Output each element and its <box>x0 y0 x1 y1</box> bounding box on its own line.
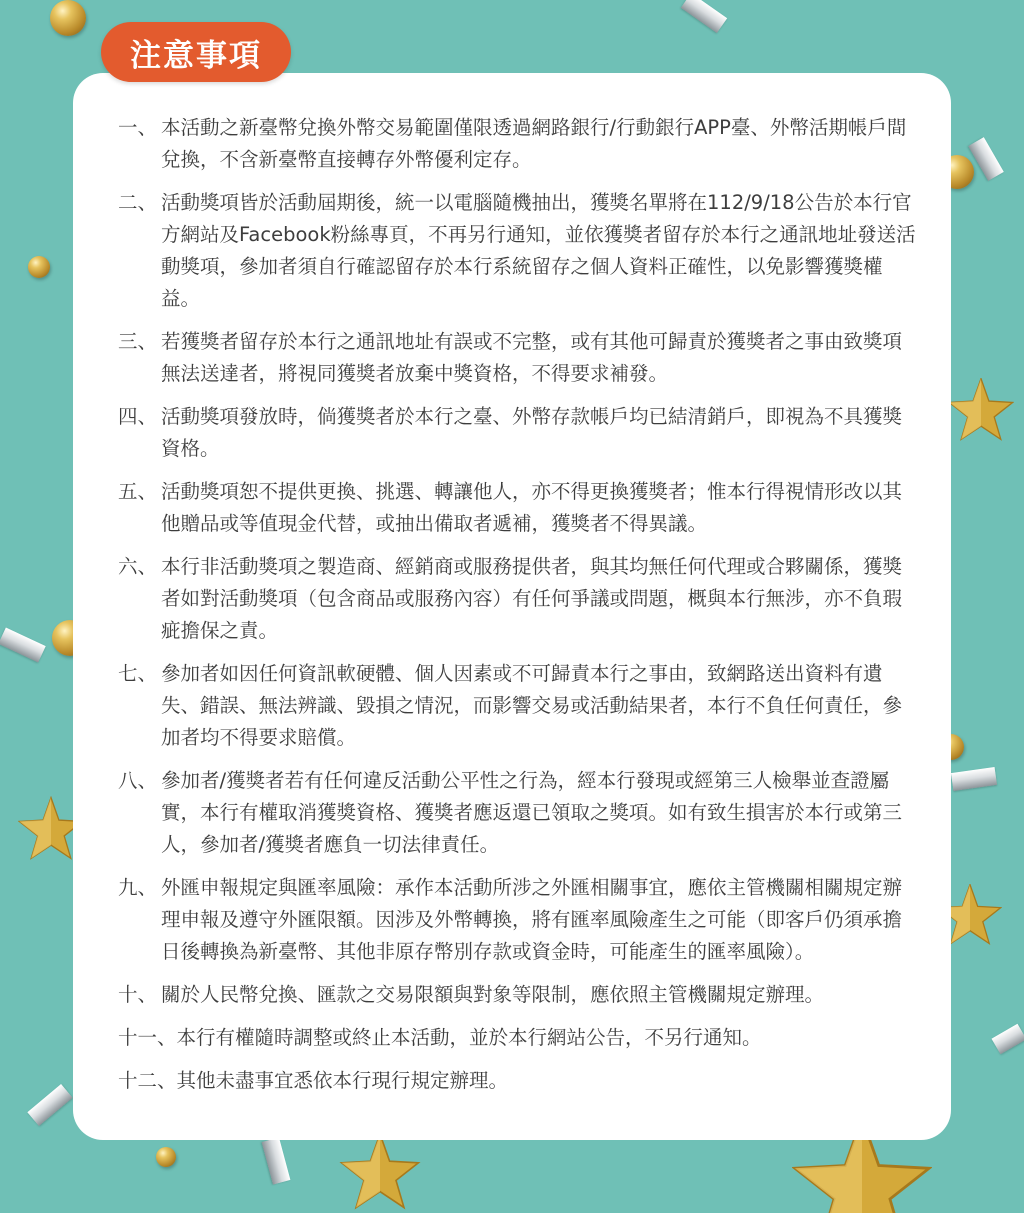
item-number: 七、 <box>118 662 158 685</box>
gold-star-icon <box>948 378 1014 442</box>
list-item <box>118 112 918 176</box>
item-text: 若獲獎者留存於本行之通訊地址有誤或不完整，或有其他可歸責於獲獎者之事由致獎項無法送達者，將視同獲獎者放棄中獎資格，不得要求補發。 <box>161 330 903 385</box>
item-text: 本行非活動獎項之製造商、經銷商或服務提供者，與其均無任何代理或合夥關係，獲獎者如對活動獎項（包含商品或服務內容）有任何爭議或問題，概與本行無涉，亦不負瑕疵擔保之責。 <box>161 555 903 642</box>
item-number: 六、 <box>118 555 158 578</box>
item-number: 十二、 <box>118 1069 177 1092</box>
list-item <box>118 1022 918 1054</box>
item-text: 活動獎項發放時，倘獲獎者於本行之臺、外幣存款帳戶均已結清銷戶，即視為不具獲獎資格。 <box>161 405 903 460</box>
list-item <box>118 979 918 1011</box>
silver-ribbon <box>27 1084 72 1126</box>
gold-ornament-ball <box>28 256 50 278</box>
list-item <box>118 476 918 540</box>
item-number: 二、 <box>118 191 158 214</box>
list-item <box>118 326 918 390</box>
silver-ribbon <box>0 628 46 663</box>
item-number: 八、 <box>118 769 158 792</box>
item-text: 參加者/獲獎者若有任何違反活動公平性之行為，經本行發現或經第三人檢舉並查證屬實，本行有權取消獲獎資格、獲獎者應返還已領取之獎項。如有致生損害於本行或第三人，參加者/獲獎者應負一切法律責任。 <box>161 769 903 856</box>
page-title: 注意事項 <box>101 22 291 82</box>
item-number: 一、 <box>118 116 158 139</box>
item-text: 本活動之新臺幣兌換外幣交易範圍僅限透過網路銀行/行動銀行APP臺、外幣活期帳戶間兌換，不含新臺幣直接轉存外幣優利定存。 <box>161 116 907 171</box>
silver-ribbon <box>681 0 727 33</box>
notice-list <box>118 112 918 1108</box>
item-number: 九、 <box>118 876 158 899</box>
item-number: 五、 <box>118 480 158 503</box>
silver-ribbon <box>992 1024 1024 1055</box>
item-text: 活動獎項恕不提供更換、挑選、轉讓他人，亦不得更換獲獎者；惟本行得視情形改以其他贈品或等值現金代替，或抽出備取者遞補，獲獎者不得異議。 <box>161 480 903 535</box>
item-number: 十、 <box>118 983 158 1006</box>
item-text: 活動獎項皆於活動屆期後，統一以電腦隨機抽出，獲獎名單將在112/9/18公告於本行官方網站及Facebook粉絲專頁，不再另行通知，並依獲獎者留存於本行之通訊地址發送活動獎項，參加者須自行確認留存於本行系統留存之個人資料正確性，以免影響獲獎權益。 <box>161 191 916 310</box>
list-item <box>118 1065 918 1097</box>
item-text: 外匯申報規定與匯率風險：承作本活動所涉之外匯相關事宜，應依主管機關相關規定辦理申報及遵守外匯限額。因涉及外幣轉換，將有匯率風險產生之可能（即客戶仍須承擔日後轉換為新臺幣、其他非原存幣別存款或資金時，可能產生的匯率風險）。 <box>161 876 903 963</box>
item-number: 三、 <box>118 330 158 353</box>
item-text: 其他未盡事宜悉依本行現行規定辦理。 <box>176 1069 509 1092</box>
silver-ribbon <box>951 767 997 791</box>
list-item <box>118 872 918 968</box>
list-item <box>118 401 918 465</box>
list-item <box>118 187 918 315</box>
item-text: 本行有權隨時調整或終止本活動，並於本行網站公告，不另行通知。 <box>176 1026 762 1049</box>
gold-star-icon <box>338 1134 422 1210</box>
silver-ribbon <box>262 1137 291 1184</box>
item-number: 十一、 <box>118 1026 177 1049</box>
list-item <box>118 658 918 754</box>
gold-ornament-ball <box>156 1147 176 1167</box>
list-item <box>118 551 918 647</box>
item-text: 關於人民幣兌換、匯款之交易限額與對象等限制，應依照主管機關規定辦理。 <box>161 983 825 1006</box>
list-item <box>118 765 918 861</box>
item-text: 參加者如因任何資訊軟硬體、個人因素或不可歸責本行之事由，致網路送出資料有遺失、錯誤、無法辨識、毀損之情況，而影響交易或活動結果者，本行不負任何責任，參加者均不得要求賠償。 <box>161 662 903 749</box>
item-number: 四、 <box>118 405 158 428</box>
gold-ornament-ball <box>50 0 86 36</box>
